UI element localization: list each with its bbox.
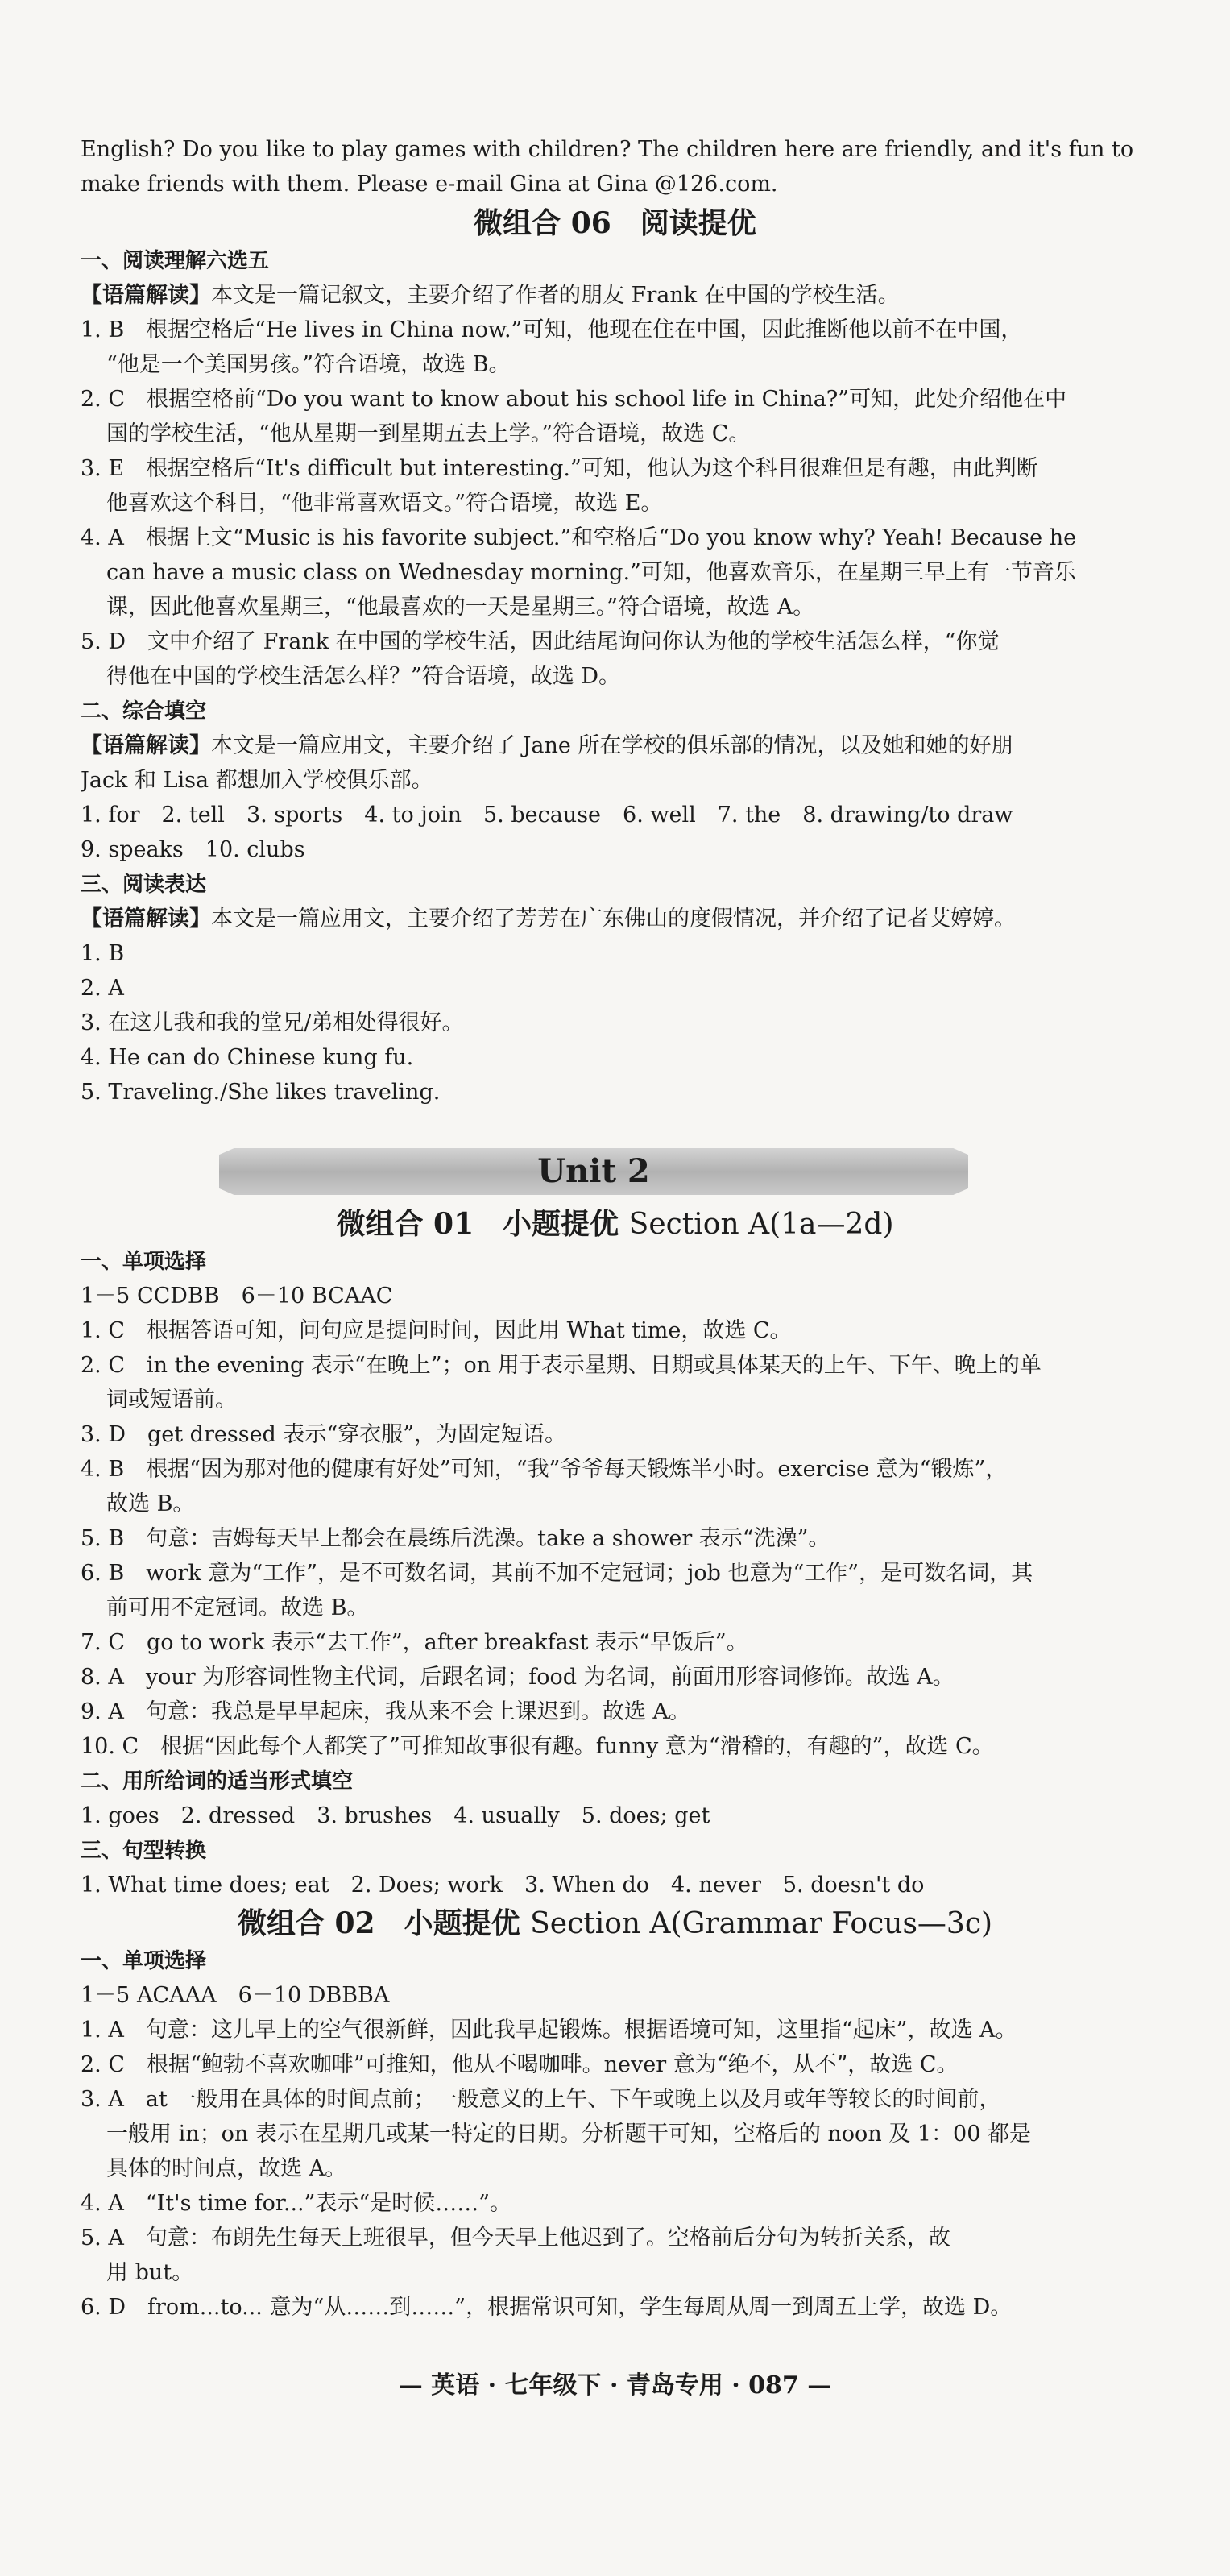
analysis-text: 本文是一篇应用文，主要介绍了 Jane 所在学校的俱乐部的情况，以及她和她的好朋 [211,733,1013,758]
section-heading: 一、单项选择 [81,1949,207,1973]
page-footer: — 英语 · 七年级下 · 青岛专用 · 087 — [398,2371,832,2400]
answer-line: 5. Traveling./She likes traveling. [81,1080,441,1105]
answer-item-line: can have a music class on Wednesday morning.”可知，他喜欢音乐，在星期三早上有一节音乐 [106,560,1076,585]
answer-item-line: 词或短语前。 [106,1388,237,1412]
answer-item-line: 6. B work 意为“工作”，是不可数名词，其前不加不定冠词；job 也意为“工作”，是可数名词，其 [81,1561,1033,1586]
answer-summary: 1－5 CCDBB 6－10 BCAAC [81,1284,393,1309]
answer-item-line: 5. B 句意：吉姆每天早上都会在晨练后洗澡。take a shower 表示“洗澡”。 [81,1526,830,1551]
answer-item-line: 他喜欢这个科目，“他非常喜欢语文。”符合语境，故选 E。 [106,491,663,516]
section-title-cn: 微组合 01 小题提优 [336,1207,619,1241]
answer-line: 1. B [81,941,125,966]
analysis-text: 本文是一篇记叙文，主要介绍了作者的朋友 Frank 在中国的学校生活。 [211,283,900,308]
answer-item-line: 10. C 根据“因此每个人都笑了”可推知故事很有趣。funny 意为“滑稽的，有趣的”，故选 C。 [81,1734,994,1759]
answer-item-line: 用 but。 [106,2260,194,2285]
section-heading: 二、综合填空 [81,699,207,724]
answer-item-line: 一般用 in；on 表示在星期几或某一特定的日期。分析题干可知，空格后的 noon 及 1：00 都是 [106,2122,1031,2147]
section-title-en: Section A(1a—2d) [628,1208,894,1241]
answer-item-line: 1. B 根据空格后“He lives in China now.”可知，他现在住在中国，因此推断他以前不在中国， [81,317,1023,342]
answer-item-line: 4. B 根据“因为那对他的健康有好处”可知，“我”爷爷每天锻炼半小时。exercise 意为“锻炼”， [81,1457,1008,1482]
answer-item-line: 具体的时间点，故选 A。 [106,2156,347,2181]
answer-item-line: 3. A at 一般用在具体的时间点前；一般意义的上午、下午或晚上以及月或年等较长的时间前， [81,2087,1001,2112]
answer-line: 2. A [81,976,124,1001]
analysis-line [81,730,1160,762]
answer-summary: 1－5 ACAAA 6－10 DBBBA [81,1983,390,2008]
intro-line-2: make friends with them. Please e-mail Gina at Gina @126.com. [81,172,778,197]
answer-line: 1. goes 2. dressed 3. brushes 4. usually 5. does; get [81,1803,710,1828]
answer-item-line: 前可用不定冠词。故选 B。 [106,1595,369,1620]
answer-item-line: 国的学校生活，“他从星期一到星期五去上学。”符合语境，故选 C。 [106,421,751,446]
section-title-01 [0,1204,1230,1245]
answer-line: 4. He can do Chinese kung fu. [81,1045,414,1070]
section-heading: 一、单项选择 [81,1250,207,1274]
section-heading: 三、句型转换 [81,1839,207,1863]
section-title-en: Section A(Grammar Focus—3c) [530,1907,993,1940]
analysis-line: Jack 和 Lisa 都想加入学校俱乐部。 [81,768,433,793]
answer-item-line: 5. A 句意：布朗先生每天上班很早，但今天早上他迟到了。空格前后分句为转折关系，故 [81,2225,950,2250]
section-title-06: 微组合 06 阅读提优 [474,206,756,240]
answer-line: 9. speaks 10. clubs [81,837,305,862]
analysis-text: 本文是一篇应用文，主要介绍了芳芳在广东佛山的度假情况，并介绍了记者艾婷婷。 [211,906,1016,931]
answer-line: 1. for 2. tell 3. sports 4. to join 5. because 6. well 7. the 8. drawing/to draw [81,803,1013,828]
analysis-tag: 【语篇解读】 [81,283,211,308]
answer-item-line: “他是一个美国男孩。”符合语境，故选 B。 [106,352,511,377]
answer-item-line: 4. A 根据上文“Music is his favorite subject.”和空格后“Do you know why? Yeah! Because he [81,525,1077,550]
answer-item-line: 2. C 根据“鲍勃不喜欢咖啡”可推知，他从不喝咖啡。never 意为“绝不，从不”，故选 C。 [81,2052,959,2077]
section-title-02 [0,1903,1230,1944]
unit-title: Unit 2 [537,1152,650,1190]
analysis-tag: 【语篇解读】 [81,906,211,931]
answer-item-line: 4. A “It's time for...”表示“是时候……”。 [81,2191,512,2216]
analysis-line [81,903,1160,935]
section-heading: 一、阅读理解六选五 [81,249,270,273]
answer-line: 1. What time does; eat 2. Does; work 3. When do 4. never 5. doesn't do [81,1873,925,1898]
answer-item-line: 2. C in the evening 表示“在晚上”；on 用于表示星期、日期或具体某天的上午、下午、晚上的单 [81,1353,1042,1378]
section-heading: 三、阅读表达 [81,873,207,897]
analysis-line [81,280,1160,312]
answer-item-line: 3. D get dressed 表示“穿衣服”，为固定短语。 [81,1422,567,1447]
answer-item-line: 得他在中国的学校生活怎么样？”符合语境，故选 D。 [106,664,621,689]
answer-item-line: 6. D from...to... 意为“从……到……”，根据常识可知，学生每周从周一到周五上学，故选 D。 [81,2295,1013,2320]
intro-line-1: English? Do you like to play games with children? The children here are friendly, and it's fun to [81,137,1134,162]
analysis-tag: 【语篇解读】 [81,733,211,758]
answer-item-line: 5. D 文中介绍了 Frank 在中国的学校生活，因此结尾询问你认为他的学校生活怎么样，“你觉 [81,629,1000,654]
answer-item-line: 3. E 根据空格后“It's difficult but interesting.”可知，他认为这个科目很难但是有趣，由此判断 [81,456,1038,481]
answer-item-line: 1. C 根据答语可知，问句应是提问时间，因此用 What time，故选 C。 [81,1318,792,1343]
answer-item-line: 故选 B。 [106,1491,195,1516]
answer-line: 3. 在这儿我和我的堂兄/弟相处得很好。 [81,1010,464,1035]
answer-item-line: 1. A 句意：这儿早上的空气很新鲜，因此我早起锻炼。根据语境可知，这里指“起床”，故选 A。 [81,2018,1017,2043]
answer-item-line: 9. A 句意：我总是早早起床，我从来不会上课迟到。故选 A。 [81,1699,690,1724]
answer-item-line: 2. C 根据空格前“Do you want to know about his school life in China?”可知，此处介绍他在中 [81,387,1067,412]
section-heading: 二、用所给词的适当形式填空 [81,1769,354,1794]
answer-item-line: 7. C go to work 表示“去工作”，after breakfast 表示“早饭后”。 [81,1630,748,1655]
answer-item-line: 8. A your 为形容词性物主代词，后跟名词；food 为名词，前面用形容词修饰。故选 A。 [81,1665,955,1690]
answer-item-line: 课，因此他喜欢星期三，“他最喜欢的一天是星期三。”符合语境，故选 A。 [106,595,815,620]
section-title-cn: 微组合 02 小题提优 [237,1906,520,1940]
